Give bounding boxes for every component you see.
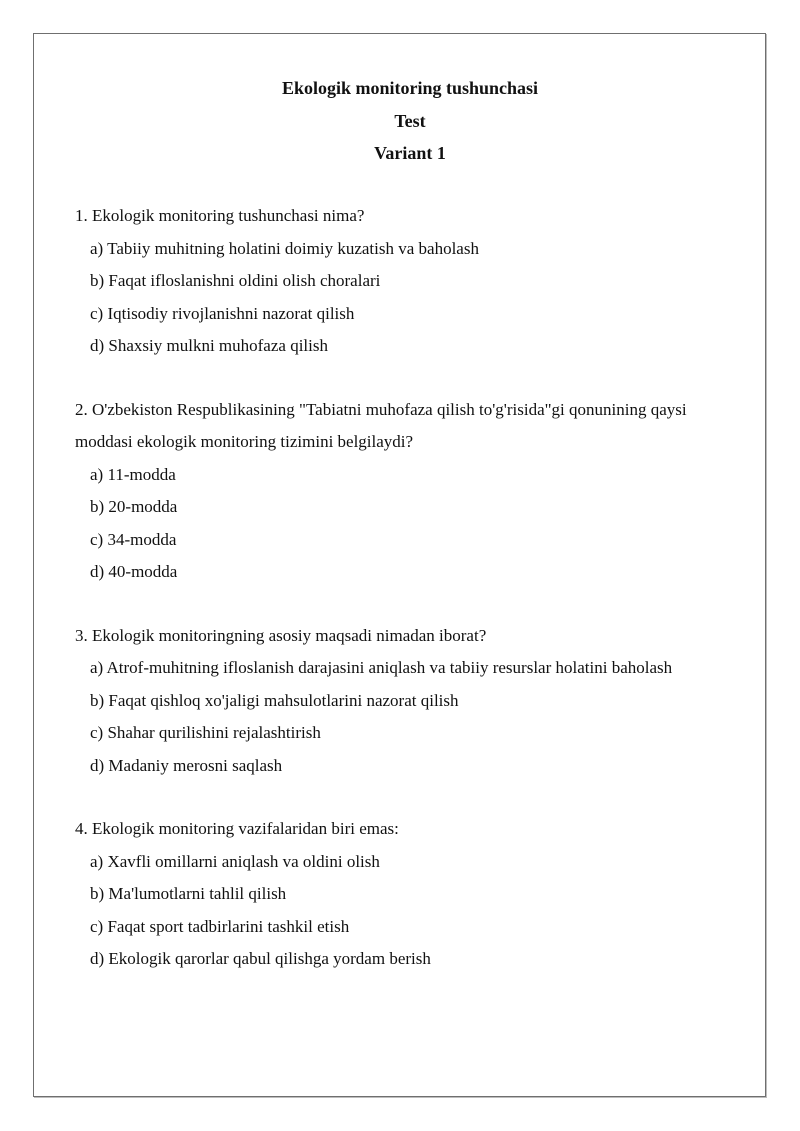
option-a: a) 11-modda — [90, 464, 176, 484]
option-a: a) Atrof-muhitning ifloslanish darajasini aniqlash va tabiiy resurslar holatini baholash — [90, 658, 673, 677]
question-list — [75, 200, 745, 1007]
question-2 — [75, 394, 745, 589]
question-4 — [75, 813, 745, 976]
question-text: 4. Ekologik monitoring vazifalaridan biri emas: — [75, 819, 399, 838]
option-b: b) Faqat qishloq xo'jaligi mahsulotlarini nazorat qilish — [90, 690, 459, 710]
option-b: b) Ma'lumotlarni tahlil qilish — [90, 884, 287, 903]
document-header — [34, 72, 786, 170]
question-text: 2. O'zbekiston Respublikasining "Tabiatni muhofaza qilish to'g'risida"gi qonunining qaysi moddasi ekologik monitoring tizimini belgilaydi? — [75, 399, 687, 451]
option-a: a) Tabiiy muhitning holatini doimiy kuzatish va baholash — [90, 238, 479, 258]
question-text: 3. Ekologik monitoringning asosiy maqsadi nimadan iborat? — [75, 625, 487, 645]
option-d: d) 40-modda — [90, 562, 178, 581]
option-b: b) Faqat ifloslanishni oldini olish choralari — [90, 271, 381, 290]
document-title: Ekologik monitoring tushunchasi — [281, 78, 539, 98]
option-c: c) 34-modda — [90, 529, 177, 549]
option-d: d) Madaniy merosni saqlash — [90, 755, 283, 775]
option-b: b) 20-modda — [90, 497, 178, 516]
option-c: c) Iqtisodiy rivojlanishni nazorat qilish — [90, 303, 355, 323]
question-text: 1. Ekologik monitoring tushunchasi nima? — [75, 206, 365, 225]
document-variant: Variant 1 — [374, 143, 446, 163]
option-d: d) Shaxsiy mulkni muhofaza qilish — [90, 336, 328, 355]
question-3 — [75, 620, 745, 783]
document-subtitle: Test — [394, 110, 426, 131]
option-c: c) Shahar qurilishini rejalashtirish — [90, 723, 321, 742]
question-1 — [75, 200, 745, 363]
option-a: a) Xavfli omillarni aniqlash va oldini olish — [90, 851, 380, 871]
option-d: d) Ekologik qarorlar qabul qilishga yordam berish — [90, 949, 431, 968]
option-c: c) Faqat sport tadbirlarini tashkil etish — [90, 916, 350, 936]
